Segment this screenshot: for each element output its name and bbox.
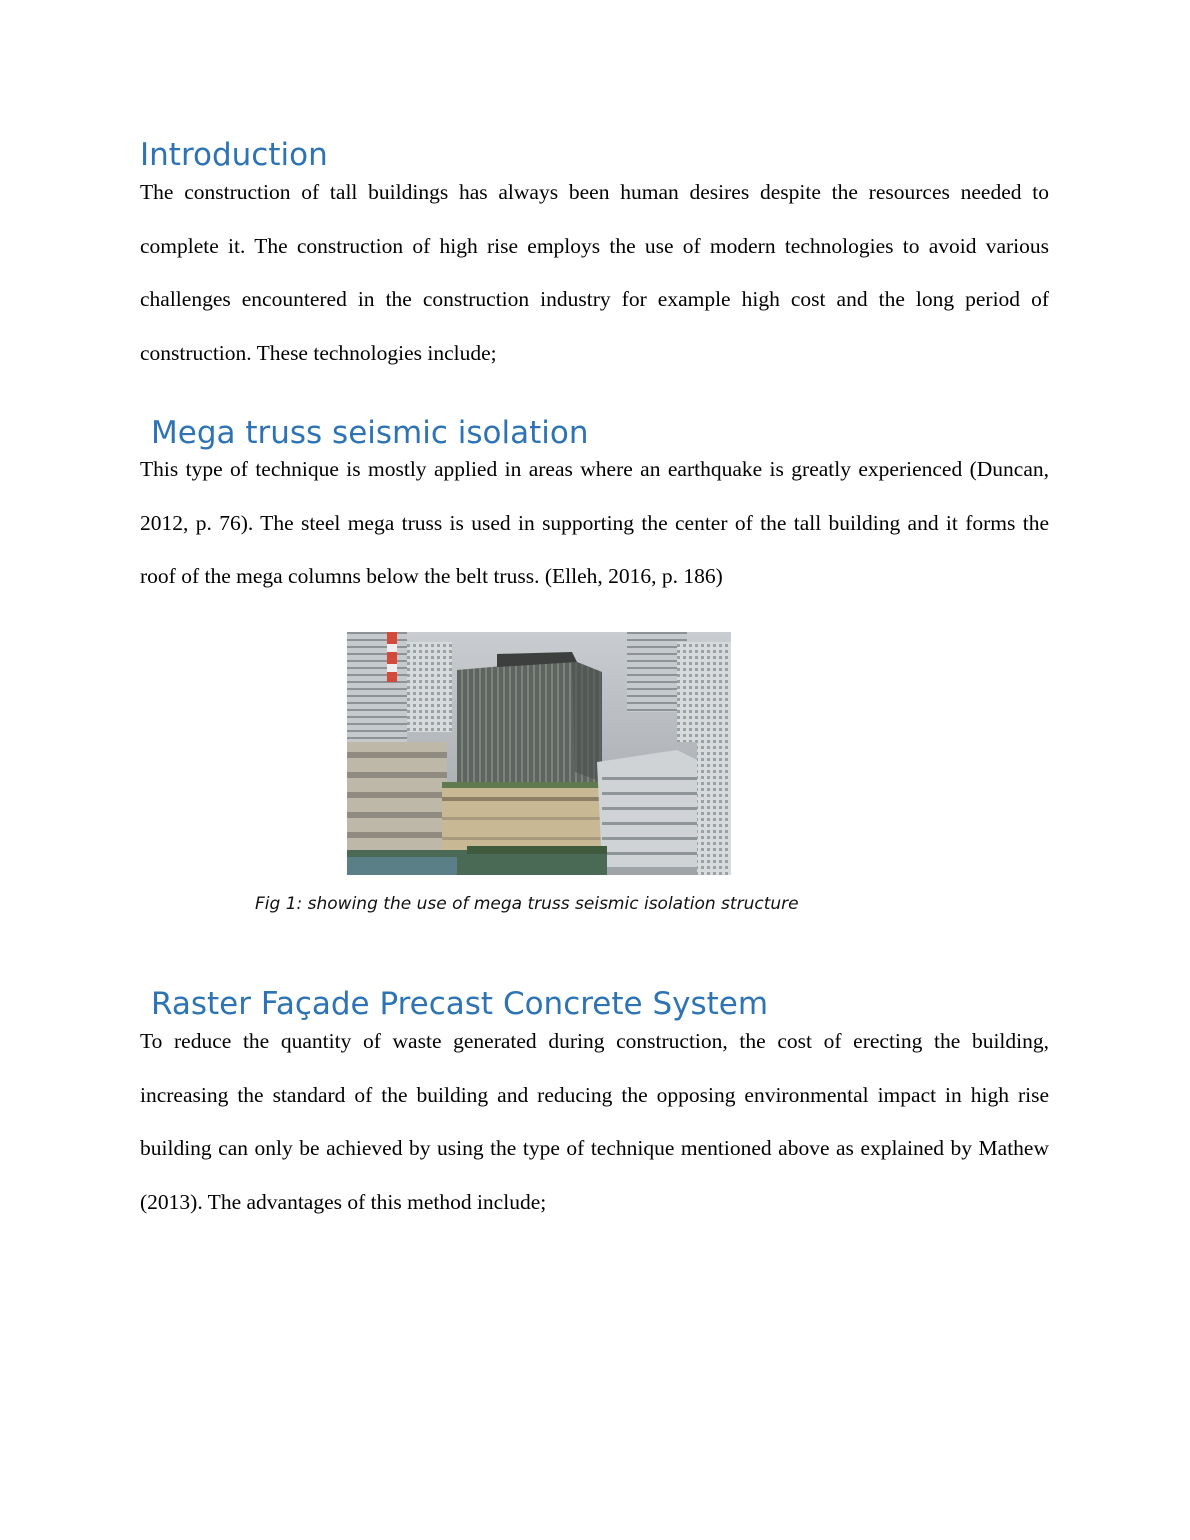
paragraph-raster-facade: To reduce the quantity of waste generated during construction, the cost of erecting the building, increasing the standard of the building and reducing the opposing environmental impact in high rise building can only be achieved by using the type of technique mentioned above as explained by Mathew (2013). The advantages of this method include; [140, 1029, 1049, 1215]
paragraph-mega-truss: This type of technique is mostly applied in areas where an earthquake is greatly experienced (Duncan, 2012, p. 76). The steel mega truss is used in supporting the center of the tall building and it forms the roof of the mega columns below the belt truss. (Elleh, 2016, p. 186) [140, 457, 1049, 589]
heading-raster-facade: Raster Façade Precast Concrete System [151, 986, 769, 1022]
heading-mega-truss: Mega truss seismic isolation [151, 415, 589, 451]
building-photo-illustration [347, 632, 731, 875]
heading-introduction: Introduction [140, 137, 328, 173]
figure-caption: Fig 1: showing the use of mega truss seismic isolation structure [255, 894, 799, 914]
paragraph-introduction: The construction of tall buildings has always been human desires despite the resources needed to complete it. The construction of high rise employs the use of modern technologies to avoid various challenges encountered in the construction industry for example high cost and the long period of construction. These technologies include; [140, 180, 1049, 366]
figure-building-photo [347, 632, 731, 875]
